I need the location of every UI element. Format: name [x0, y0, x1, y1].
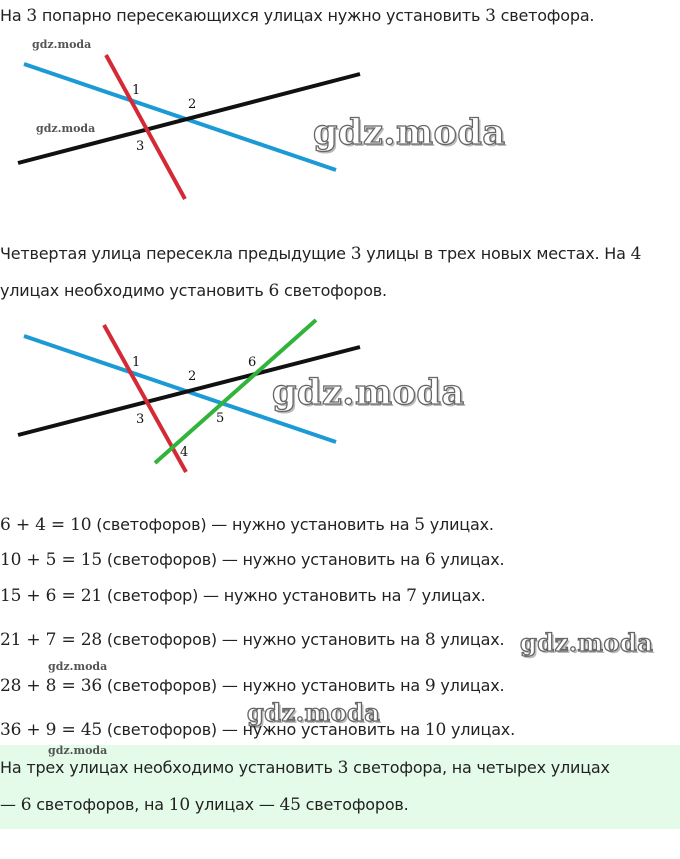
intersection-label: 6	[248, 355, 257, 370]
watermark: gdz.moda	[247, 698, 381, 727]
conclusion-line: На трех улицах необходимо установить 3 светофора, на четырех улицах	[0, 758, 610, 778]
intersection-label: 2	[188, 97, 197, 112]
paragraph-line: улицах необходимо установить 6 светофоров.	[0, 281, 387, 301]
watermark: gdz.moda	[32, 38, 92, 51]
equation: 15 + 6 = 21	[0, 586, 102, 606]
intersection-label: 1	[132, 355, 141, 370]
watermark: gdz.moda	[48, 660, 108, 673]
watermark: gdz.moda	[36, 122, 96, 135]
intersection-label: 4	[180, 445, 189, 460]
equation: 6 + 4 = 10	[0, 515, 92, 535]
watermark: gdz.moda	[272, 372, 465, 413]
paragraph-line: Четвертая улица пересекла предыдущие 3 улицы в трех новых местах. На 4	[0, 244, 642, 264]
watermark: gdz.moda	[520, 628, 654, 657]
equation-line: 21 + 7 = 28 (светофоров) — нужно установить на 8 улицах.	[0, 630, 505, 650]
math-number: 3	[26, 6, 37, 26]
equation-line: 15 + 6 = 21 (светофор) — нужно установить на 7 улицах.	[0, 586, 486, 606]
intersection-label: 2	[188, 369, 197, 384]
equation: 36 + 9 = 45	[0, 720, 102, 740]
equation-line: 36 + 9 = 45 (светофоров) — нужно установить на 10 улицах.	[0, 720, 515, 740]
street-red	[104, 325, 189, 472]
watermark: gdz.moda	[313, 112, 506, 153]
equation: 28 + 8 = 36	[0, 676, 102, 696]
equation-line: 6 + 4 = 10 (светофоров) — нужно установить на 5 улицах.	[0, 515, 494, 535]
watermark: gdz.moda	[48, 744, 108, 757]
intersection-label: 3	[136, 412, 145, 427]
math-number: 4	[630, 244, 642, 264]
math-number: 6	[268, 281, 280, 301]
intersection-label: 1	[132, 83, 141, 98]
conclusion-line: — 6 светофоров, на 10 улицах — 45 светофоров.	[0, 795, 409, 815]
equation: 10 + 5 = 15	[0, 550, 102, 570]
intro-text: На 3 попарно пересекающихся улицах нужно установить 3 светофора.	[0, 6, 595, 26]
equation: 21 + 7 = 28	[0, 630, 102, 650]
math-number: 3	[350, 244, 362, 264]
math-number: 3	[485, 6, 496, 26]
intersection-label: 3	[136, 139, 145, 154]
intersection-label: 5	[216, 411, 225, 426]
equation-line: 10 + 5 = 15 (светофоров) — нужно установить на 6 улицах.	[0, 550, 505, 570]
equation-line: 28 + 8 = 36 (светофоров) — нужно установить на 9 улицах.	[0, 676, 505, 696]
